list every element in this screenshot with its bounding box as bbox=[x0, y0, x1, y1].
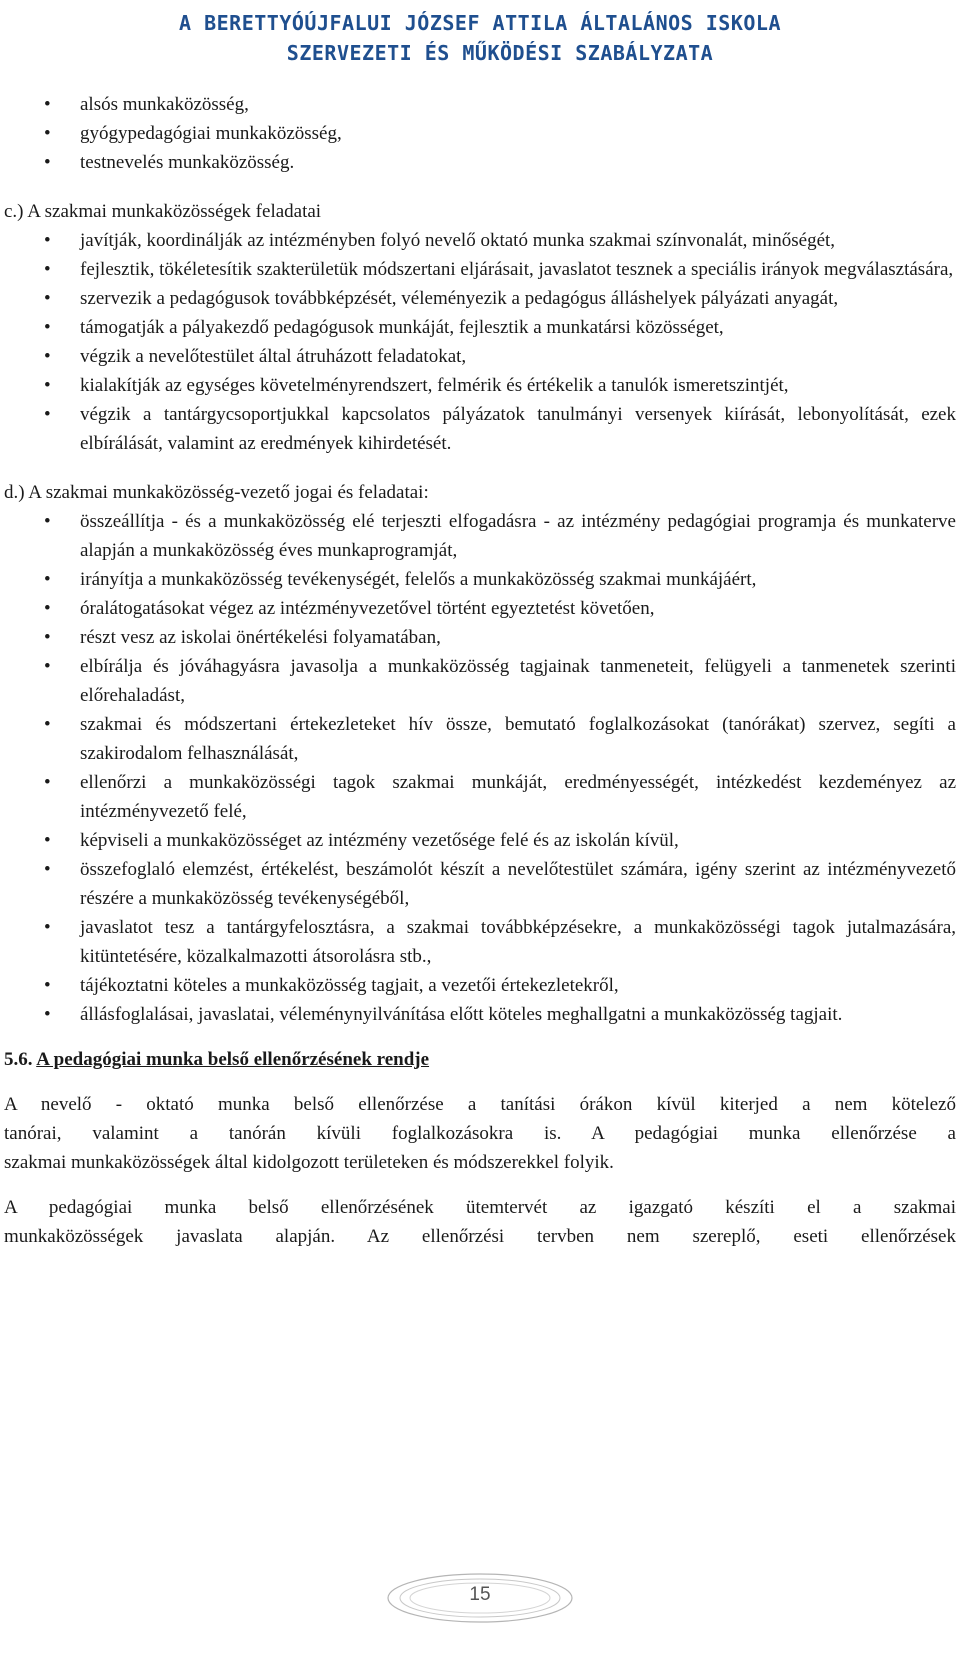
bullet-icon: • bbox=[44, 152, 51, 173]
bullet-icon: • bbox=[44, 598, 51, 619]
list-item-text: pályázati anyagát, bbox=[700, 288, 839, 309]
list-item-text: óralátogatásokat végez az intézményvezetővel történt egyeztetést követően, bbox=[80, 598, 655, 619]
bullet-icon: • bbox=[44, 230, 51, 251]
list-item-text: színvonalát, minőségét, bbox=[656, 230, 836, 251]
list-item-text: tagok jutalmazására, kitüntetésére, közalkalmazotti átsorolásra stb., bbox=[80, 917, 956, 967]
document-header bbox=[0, 8, 960, 68]
list-item bbox=[44, 594, 956, 623]
list-item-text: kezdeményez az intézményvezető felé, bbox=[80, 772, 956, 822]
bullet-icon: • bbox=[44, 375, 51, 396]
bullet-icon: • bbox=[44, 404, 51, 425]
paragraph-line: szakmai munkaközösségek által kidolgozott területeken és módszerekkel folyik. bbox=[4, 1152, 614, 1173]
list-item bbox=[44, 284, 956, 313]
bullet-icon: • bbox=[44, 714, 51, 735]
list-work-communities bbox=[0, 90, 960, 177]
bullet-icon: • bbox=[44, 627, 51, 648]
list-section-c bbox=[0, 226, 960, 458]
bullet-icon: • bbox=[44, 772, 51, 793]
bullet-icon: • bbox=[44, 656, 51, 677]
list-item-text: szakmai és módszertani értekezleteket hív össze, bemutató foglalkozásokat (tanórákat) bbox=[80, 714, 806, 735]
list-section-d bbox=[0, 507, 960, 1029]
list-item bbox=[44, 507, 956, 565]
list-item-text: alsós munkaközösség, bbox=[80, 94, 249, 115]
list-item-text: szervez, segíti a szakirodalom felhasználását, bbox=[80, 714, 956, 764]
list-item-text: összefoglaló elemzést, értékelést, beszámolót készít a nevelőtestület számára, igény bbox=[80, 859, 738, 880]
list-item bbox=[44, 971, 956, 1000]
header-school-name: A BERETTYÓÚJFALUI JÓZSEF ATTILA ÁLTALÁNOS ISKOLA bbox=[179, 11, 781, 35]
list-item-text: irányítja a munkaközösség tevékenységét, felelős a munkaközösség szakmai bbox=[80, 569, 662, 590]
section-5-6-title bbox=[0, 1045, 960, 1074]
list-item-text: speciális irányok megválasztására, bbox=[690, 259, 954, 280]
paragraph-line: munkaközösségek javaslata alapján. Az ellenőrzési tervben nem szereplő, eseti ellenőrzések bbox=[4, 1226, 956, 1247]
paragraph-2 bbox=[0, 1193, 956, 1251]
list-item bbox=[44, 148, 956, 177]
list-item bbox=[44, 400, 956, 458]
list-item bbox=[44, 652, 956, 710]
bullet-icon: • bbox=[44, 975, 51, 996]
page-content bbox=[0, 90, 960, 1251]
list-item bbox=[44, 710, 956, 768]
list-item-text: ellenőrzi a munkaközösségi tagok szakmai munkáját, eredményességét, intézkedést bbox=[80, 772, 802, 793]
bullet-icon: • bbox=[44, 569, 51, 590]
paragraph-1 bbox=[0, 1090, 956, 1177]
list-item bbox=[44, 255, 956, 284]
list-item-text: gyógypedagógiai munkaközösség, bbox=[80, 123, 342, 144]
list-item-text: szerint az intézményvezető részére a munkaközösség tevékenységéből, bbox=[80, 859, 956, 909]
section-number: 5.6. bbox=[4, 1049, 33, 1070]
list-item-text: részt vesz az iskolai önértékelési folyamatában, bbox=[80, 627, 441, 648]
list-item bbox=[44, 826, 956, 855]
list-item-text: képviseli a munkaközösséget az intézmény vezetősége felé és az iskolán kívül, bbox=[80, 830, 679, 851]
page-number: 15 bbox=[469, 1584, 491, 1605]
list-item bbox=[44, 565, 956, 594]
list-item-text: javaslatot tesz a tantárgyfelosztásra, a szakmai továbbképzésekre, a munkaközösségi bbox=[80, 917, 781, 938]
bullet-icon: • bbox=[44, 511, 51, 532]
list-item bbox=[44, 1000, 956, 1029]
bullet-icon: • bbox=[44, 346, 51, 367]
section-d-heading: d.) A szakmai munkaközösség-vezető jogai és feladatai: bbox=[4, 482, 429, 503]
list-item-text: munkájáért, bbox=[666, 569, 757, 590]
list-item-text: javítják, koordinálják az intézményben folyó nevelő oktató munka szakmai bbox=[80, 230, 652, 251]
list-item-text: állásfoglalásai, javaslatai, véleménynyilvánítása előtt köteles meghallgatni a bbox=[80, 1004, 660, 1025]
paragraph-line: A pedagógiai munka belső ellenőrzésének ütemtervét az igazgató készíti el a szakmai bbox=[4, 1197, 956, 1218]
list-item-text: programja és munkaterve alapján a munkaközösség éves munkaprogramját, bbox=[80, 511, 956, 561]
list-item-text: végzik a tantárgycsoportjukkal kapcsolatos pályázatok tanulmányi versenyek kiírását, bbox=[80, 404, 786, 425]
section-c-heading: c.) A szakmai munkaközösségek feladatai bbox=[4, 201, 322, 222]
bullet-icon: • bbox=[44, 917, 51, 938]
paragraph-line: tanórai, valamint a tanórán kívüli foglalkozásokra is. A pedagógiai munka ellenőrzése a bbox=[4, 1123, 956, 1144]
list-item-text: fejlesztik, tökéletesítik szakterületük módszertani eljárásait, javaslatot tesznek a bbox=[80, 259, 687, 280]
list-item-text: ismeretszintjét, bbox=[672, 375, 789, 396]
bullet-icon: • bbox=[44, 94, 51, 115]
bullet-icon: • bbox=[44, 859, 51, 880]
list-item bbox=[44, 119, 956, 148]
list-item bbox=[44, 855, 956, 913]
section-title-text: A pedagógiai munka belső ellenőrzésének rendje bbox=[36, 1049, 430, 1070]
list-item-text: munkaközösség tagjait. bbox=[664, 1004, 843, 1025]
bullet-icon: • bbox=[44, 123, 51, 144]
list-item bbox=[44, 313, 956, 342]
list-item-text: lebonyolítását, ezek elbírálását, valamint az eredmények kihirdetését. bbox=[80, 404, 956, 454]
list-item-text: tanmenetek szerinti előrehaladást, bbox=[80, 656, 956, 706]
list-item bbox=[44, 623, 956, 652]
bullet-icon: • bbox=[44, 830, 51, 851]
list-item bbox=[44, 226, 956, 255]
list-item-text: támogatják a pályakezdő pedagógusok munkáját, fejlesztik a munkatársi közösséget, bbox=[80, 317, 724, 338]
list-item bbox=[44, 342, 956, 371]
bullet-icon: • bbox=[44, 259, 51, 280]
list-item bbox=[44, 371, 956, 400]
bullet-icon: • bbox=[44, 288, 51, 309]
list-item bbox=[44, 90, 956, 119]
list-item bbox=[44, 768, 956, 826]
list-item-text: tájékoztatni köteles a munkaközösség tagjait, a vezetői értekezletekről, bbox=[80, 975, 619, 996]
list-item-text: összeállítja - és a munkaközösség elé terjeszti elfogadásra - az intézmény pedagógiai bbox=[80, 511, 751, 532]
paragraph-line: A nevelő - oktató munka belső ellenőrzése a tanítási órákon kívül kiterjed a nem kötelező bbox=[4, 1094, 956, 1115]
list-item-text: kialakítják az egységes követelményrendszert, felmérik és értékelik a tanulók bbox=[80, 375, 669, 396]
list-item-text: testnevelés munkaközösség. bbox=[80, 152, 295, 173]
bullet-icon: • bbox=[44, 1004, 51, 1025]
bullet-icon: • bbox=[44, 317, 51, 338]
list-item-text: végzik a nevelőtestület által átruházott feladatokat, bbox=[80, 346, 467, 367]
list-item-text: szervezik a pedagógusok továbbképzését, véleményezik a pedagógus álláshelyek bbox=[80, 288, 697, 309]
list-item-text: elbírálja és jóváhagyásra javasolja a munkaközösség tagjainak tanmeneteit, felügyeli a bbox=[80, 656, 792, 677]
list-item bbox=[44, 913, 956, 971]
header-document-title: SZERVEZETI ÉS MŰKÖDÉSI SZABÁLYZATA bbox=[286, 41, 714, 65]
